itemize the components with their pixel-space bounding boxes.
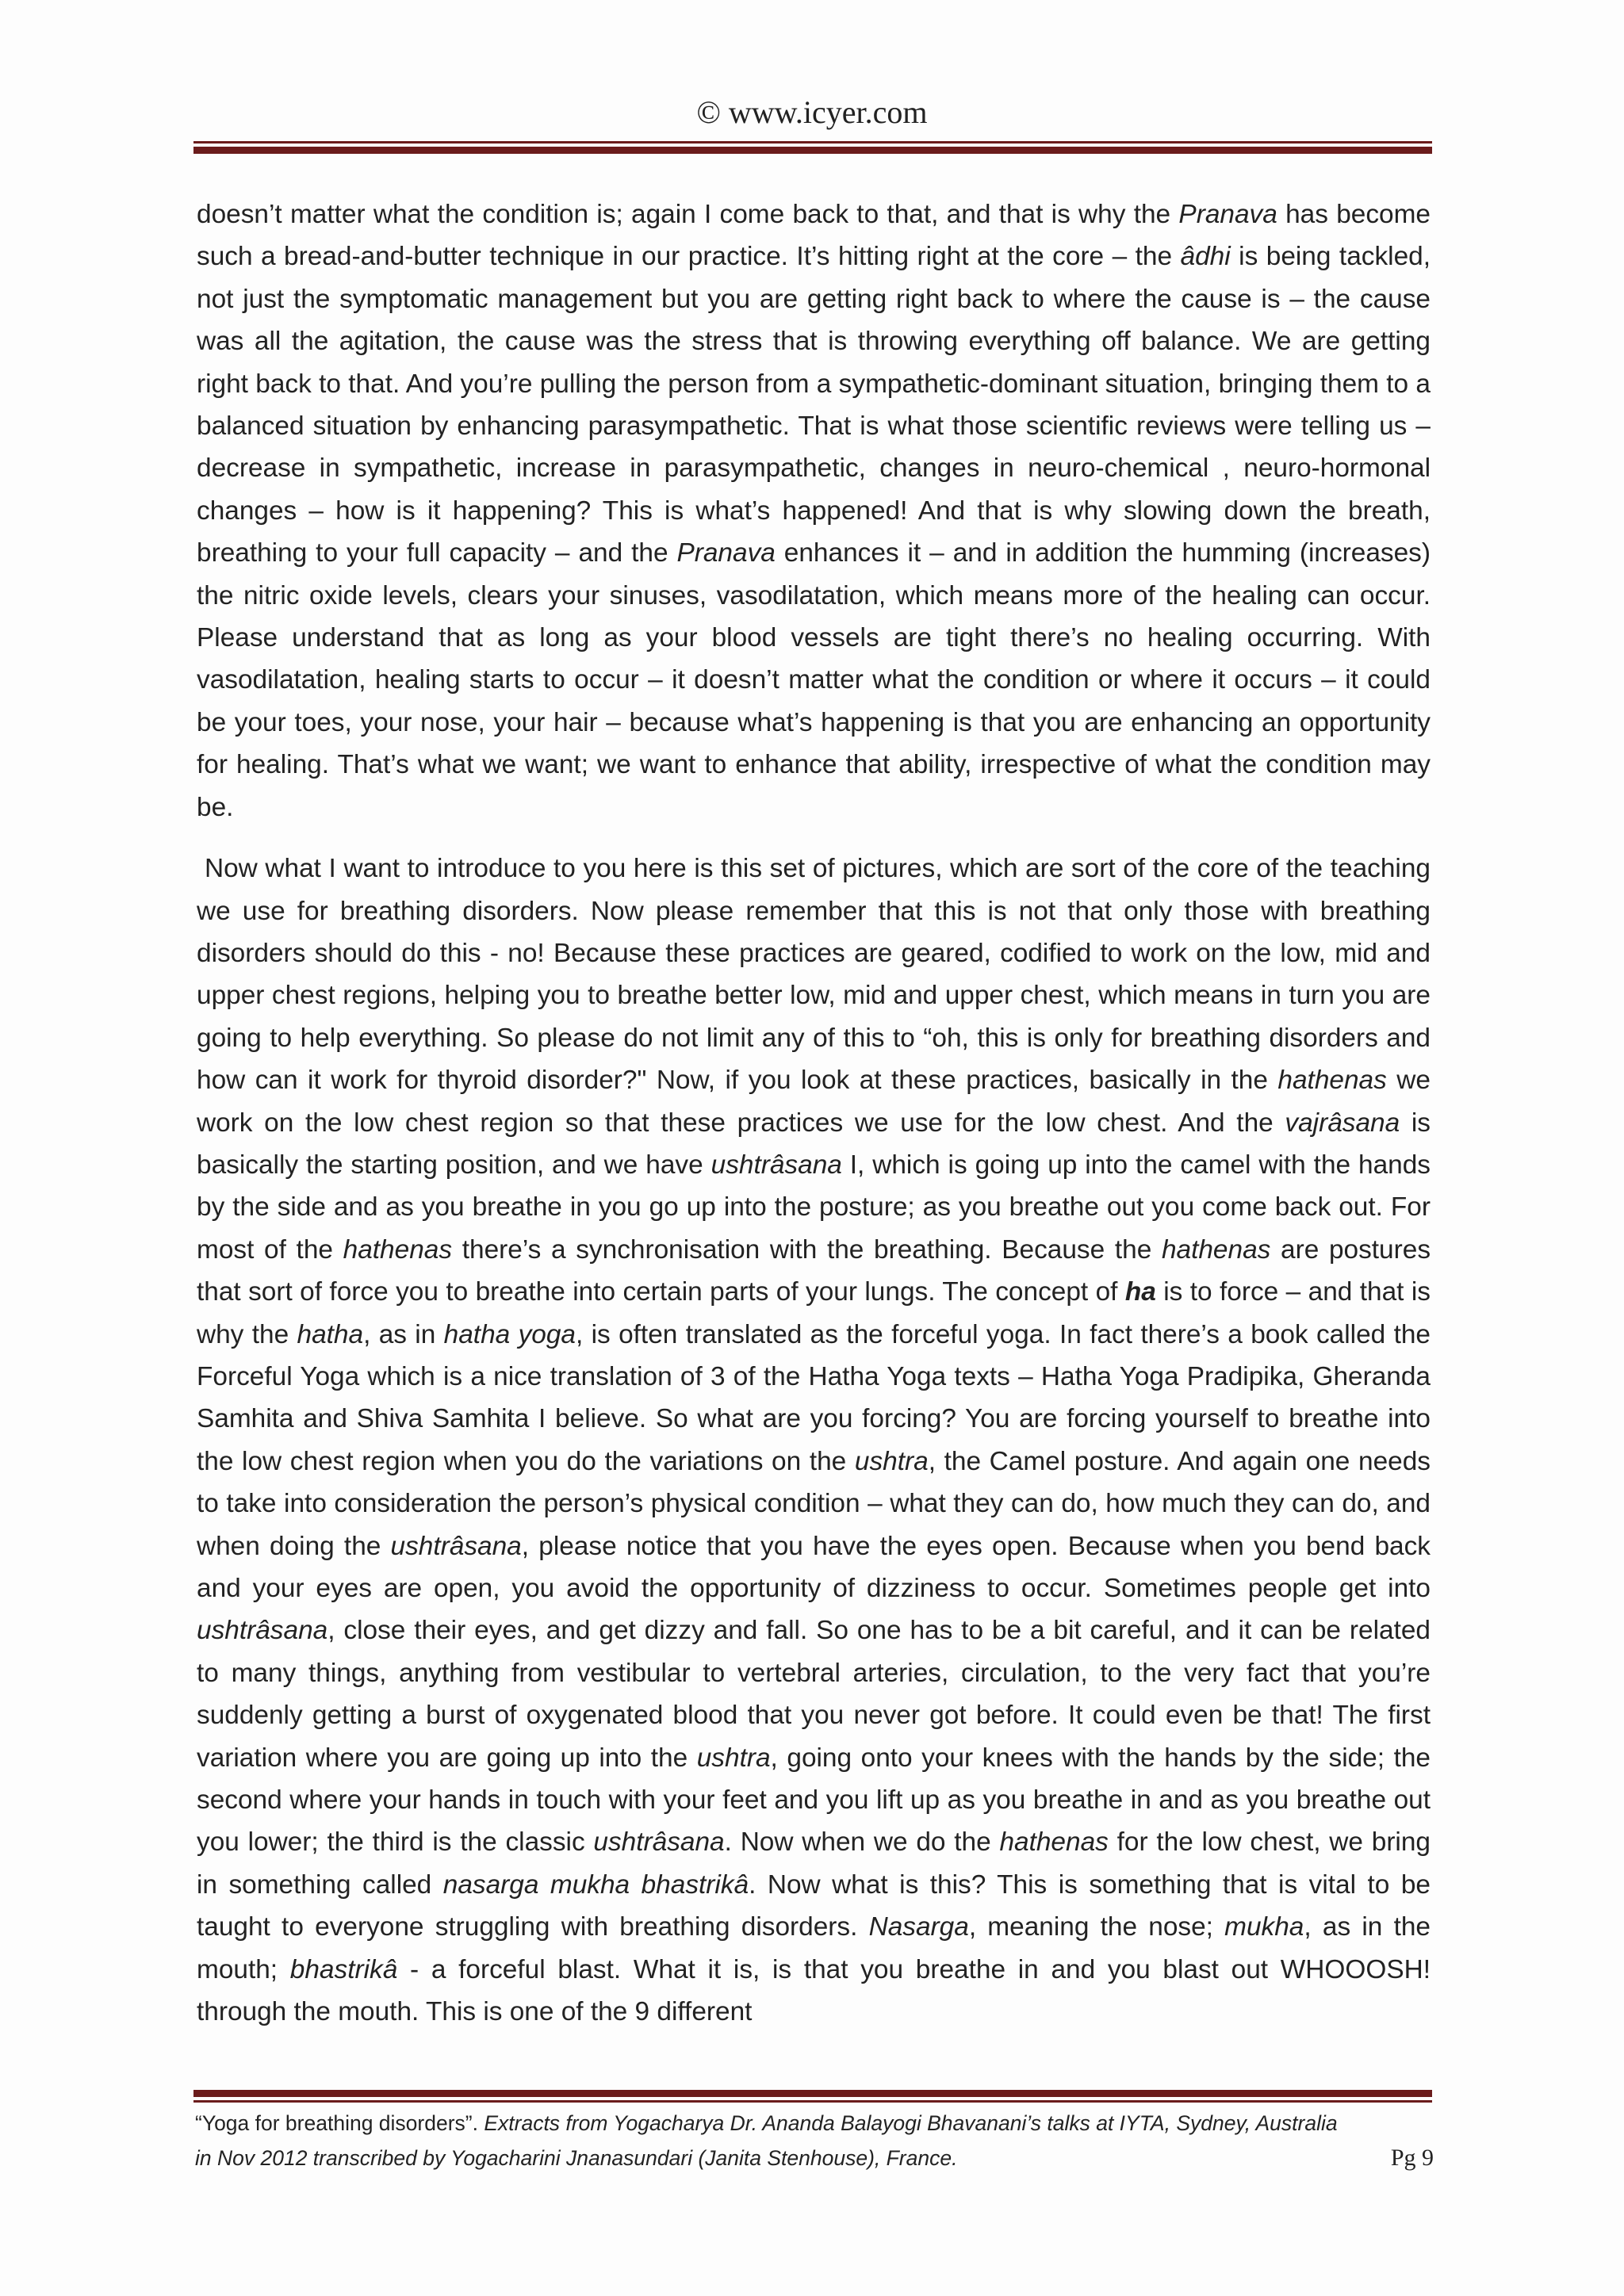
italic-term: ushtra [696,1743,771,1773]
italic-term: hathenas [1277,1066,1387,1096]
italic-term: hatha [297,1319,364,1349]
italic-term: âdhi [1180,242,1231,272]
text-run: . Now what is this? This is something that is vital to be taught to everyone struggling with breathing disorders. [197,1869,1431,1942]
italic-term: hathenas [999,1827,1109,1858]
text-run: has become such a bread-and-butter technique in our practice. It’s hitting right at the core – the [197,200,1431,272]
italic-term: ushtrâsana [390,1531,522,1561]
text-run: , as in [363,1319,444,1349]
footer-rule [193,2090,1432,2103]
italic-term: Pranava [1178,200,1277,229]
text-run: , close their eyes, and get dizzy and fall. So one has to be a bit careful, and it can be related to many things, anything from vestibular to vertebral arteries, circulation, to the very fact that you’re suddenly getting a burst of oxygenated blood that you never got before. It could even be that! The first variation where you are going up into the [197,1616,1431,1773]
text-run: Now what I want to introduce to you here is this set of pictures, which are sort of the core of the teaching we use for breathing disorders. Now please remember that this is not that only those with breathing disorders should do this - no! Because these practices are geared, codified to work on the low, mid and upper chest regions, helping you to breathe better low, mid and upper chest, which means in turn you are going to help everything. So please do not limit any of this to “oh, this is only for breathing disorders and how can it work for thyroid disorder?" Now, if you look at these practices, basically in the [197,854,1431,1096]
italic-term: Nasarga [868,1912,969,1942]
text-run: is to force – and that is why the [197,1277,1431,1349]
italic-term: nasarga mukha bhastrikâ [442,1869,749,1900]
italic-term: ushtra [854,1446,929,1476]
text-run: is basically the starting position, and we have [197,1108,1431,1180]
header-rule [193,141,1432,154]
text-run: enhances it – and in addition the humming (increases) the nitric oxide levels, clears your sinuses, vasodilatation, which means more of the healing can occur. Please understand that as long as your blood vessels are tight there’s no healing occurring. With vasodilatation, healing starts to occur – it doesn’t matter what the condition or where it occurs – it could be your toes, your nose, your hair – because what’s happening is that you are enhancing an opportunity for healing. That’s what we want; we want to enhance that ability, irrespective of what the condition may be. [197,538,1431,822]
footer-citation-line2 [195,2141,1434,2175]
text-run: , please notice that you have the eyes open. Because when you bend back and your eyes are open, you avoid the opportunity of dizziness to occur. Sometimes people get into [197,1531,1431,1603]
text-run: , going onto your knees with the hands by the side; the second where your hands in touch with your feet and you lift up as you breathe in and as you breathe out you lower; the third is the classic [197,1743,1431,1858]
italic-term: hathenas [343,1234,453,1265]
italic-term: ushtrâsana [593,1827,725,1858]
text-run: are postures that sort of force you to breathe into certain parts of your lungs. The concept of [197,1234,1431,1307]
paragraph [197,848,1431,2033]
text-run: , meaning the nose; [968,1912,1225,1942]
site-header: © www.icyer.com [696,94,928,130]
italic-term: Pranava [676,538,776,568]
page-number: Pg 9 [1390,2145,1434,2171]
italic-term: mukha [1224,1912,1304,1942]
footer-citation-line1 [195,2106,1434,2141]
text-run: doesn’t matter what the condition is; again I come back to that, and that is why the [197,200,1179,229]
body-text [197,193,1431,2052]
text-run: there’s a synchronisation with the breathing. Because the [452,1234,1162,1265]
footer [195,2106,1434,2175]
text-run: is being tackled, not just the symptomatic management but you are getting right back to where the cause is – the cause was all the agitation, the cause was the stress that is throwing everything off balance. We are getting right back to that. And you’re pulling the person from a sympathetic-dominant situation, bringing them to a balanced situation by enhancing parasympathetic. That is what those scientific reviews were telling us – decrease in sympathetic, increase in parasympathetic, changes in neuro-chemical , neuro-hormonal changes – how is it happening? This is what’s happened! And that is why slowing down the breath, breathing to your full capacity – and the [197,242,1431,568]
italic-term: hathenas [1161,1234,1271,1265]
italic-term: hatha yoga [443,1319,576,1349]
italic-term: vajrâsana [1285,1108,1400,1138]
footer-extract-line1: Extracts from Yogacharya Dr. Ananda Balayogi Bhavanani’s talks at IYTA, Sydney, Australia [484,2111,1338,2135]
text-run: I, which is going up into the camel with the hands by the side and as you breathe in you go up into the posture; as you breathe out you come back out. For most of the [197,1150,1431,1265]
italic-term: bhastrikâ [289,1954,398,1984]
paragraph [197,193,1431,828]
italic-term: ushtrâsana [710,1150,842,1180]
text-run: , as in the mouth; [197,1912,1431,1984]
italic-term: ushtrâsana [197,1616,328,1646]
text-run: we work on the low chest region so that these practices we use for the low chest. And the [197,1066,1431,1138]
bold-italic-term: ha [1124,1277,1156,1307]
footer-extract-line2: in Nov 2012 transcribed by Yogacharini Jnanasundari (Janita Stenhouse), France. [195,2146,958,2170]
text-run: . Now when we do the [724,1827,1000,1858]
text-run: , the Camel posture. And again one needs to take into consideration the person’s physical condition – what they can do, how much they can do, and when doing the [197,1446,1431,1561]
text-run: , is often translated as the forceful yoga. In fact there’s a book called the Forceful Yoga which is a nice translation of 3 of the Hatha Yoga texts – Hatha Yoga Pradipika, Gheranda Samhita and Shiva Samhita I believe. So what are you forcing? You are forcing yourself to breathe into the low chest region when you do the variations on the [197,1319,1431,1476]
text-run: - a forceful blast. What it is, is that you breathe in and you blast out WHOOOSH! through the mouth. This is one of the 9 different [197,1954,1431,2027]
text-run: for the low chest, we bring in something called [197,1827,1431,1900]
footer-quote-title: “Yoga for breathing disorders”. [195,2111,485,2135]
